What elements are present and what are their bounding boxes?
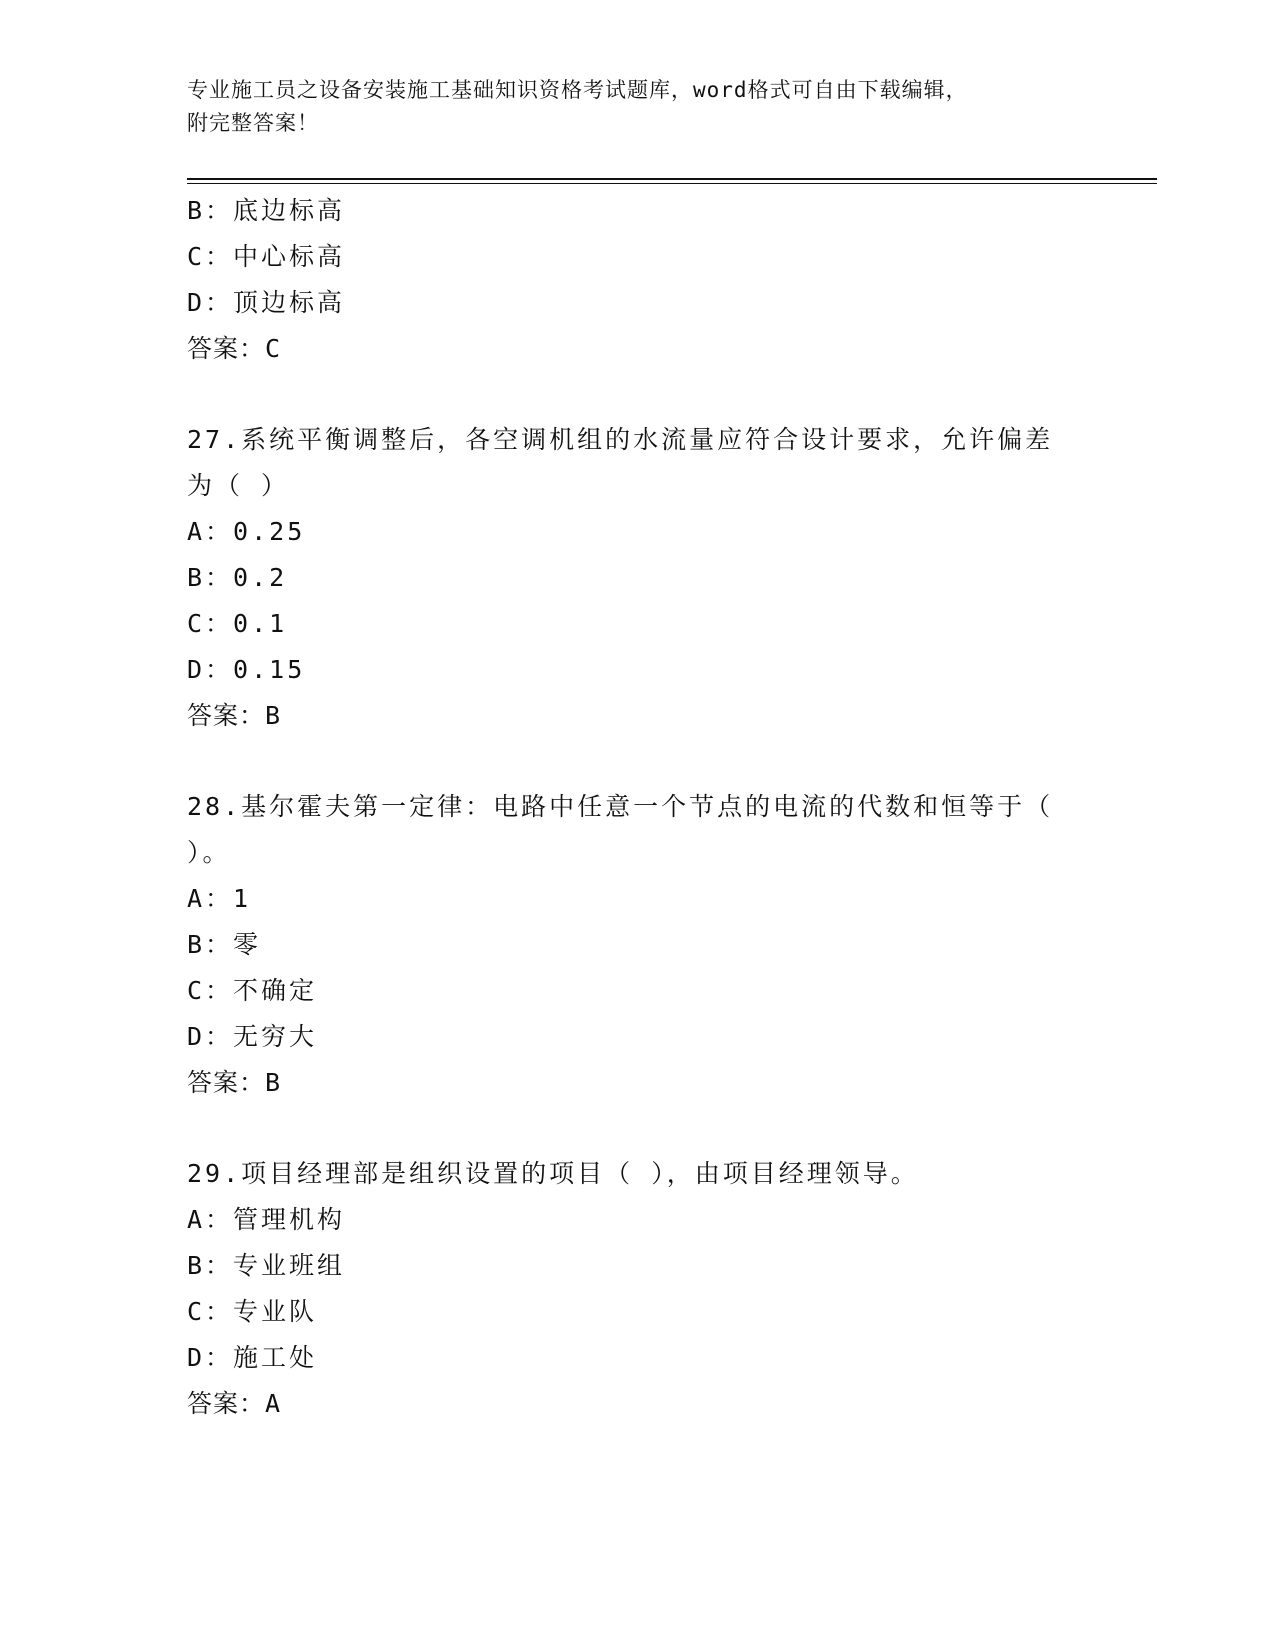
option-b: B：零 bbox=[187, 930, 262, 959]
header-divider-thick bbox=[187, 178, 1157, 180]
question-spacer bbox=[187, 1106, 1087, 1151]
answer-line: 答案：B bbox=[187, 701, 282, 730]
header-line-1: 专业施工员之设备安装施工基础知识资格考试题库，word格式可自由下载编辑， bbox=[187, 78, 968, 102]
question-stem: 28.基尔霍夫第一定律：电路中任意一个节点的电流的代数和恒等于（ bbox=[187, 792, 1054, 821]
option-b: B：专业班组 bbox=[187, 1251, 346, 1280]
question-stem: 27.系统平衡调整后，各空调机组的水流量应符合设计要求，允许偏差 bbox=[187, 425, 1054, 454]
header-line-2: 附完整答案！ bbox=[187, 111, 319, 135]
question-spacer bbox=[187, 739, 1087, 784]
option-c: C：专业队 bbox=[187, 1297, 318, 1326]
option-b: B：0.2 bbox=[187, 563, 288, 592]
question-27 bbox=[187, 417, 1087, 739]
question-spacer bbox=[187, 372, 1087, 417]
option-c: C：不确定 bbox=[187, 976, 318, 1005]
question-stem-continued: 为（ ） bbox=[187, 471, 290, 500]
option-d: D：顶边标高 bbox=[187, 288, 346, 317]
answer-line: 答案：A bbox=[187, 1389, 282, 1418]
option-b: B：底边标高 bbox=[187, 196, 346, 225]
option-a: A：0.25 bbox=[187, 517, 306, 546]
option-c: C：0.1 bbox=[187, 609, 288, 638]
question-stem: 29.项目经理部是组织设置的项目（ ），由项目经理领导。 bbox=[187, 1159, 919, 1188]
question-list bbox=[187, 188, 1087, 1427]
answer-line: 答案：B bbox=[187, 1068, 282, 1097]
option-d: D：0.15 bbox=[187, 655, 306, 684]
header-divider-thin bbox=[187, 183, 1157, 184]
option-d: D：施工处 bbox=[187, 1343, 318, 1372]
question-28 bbox=[187, 784, 1087, 1106]
question-26-continuation bbox=[187, 188, 1087, 372]
question-29 bbox=[187, 1151, 1087, 1427]
option-a: A：管理机构 bbox=[187, 1205, 346, 1234]
option-d: D：无穷大 bbox=[187, 1022, 318, 1051]
question-stem-continued: ）。 bbox=[187, 838, 231, 867]
option-a: A：1 bbox=[187, 884, 252, 913]
option-c: C：中心标高 bbox=[187, 242, 346, 271]
answer-line: 答案：C bbox=[187, 334, 282, 363]
document-header bbox=[187, 74, 1087, 140]
